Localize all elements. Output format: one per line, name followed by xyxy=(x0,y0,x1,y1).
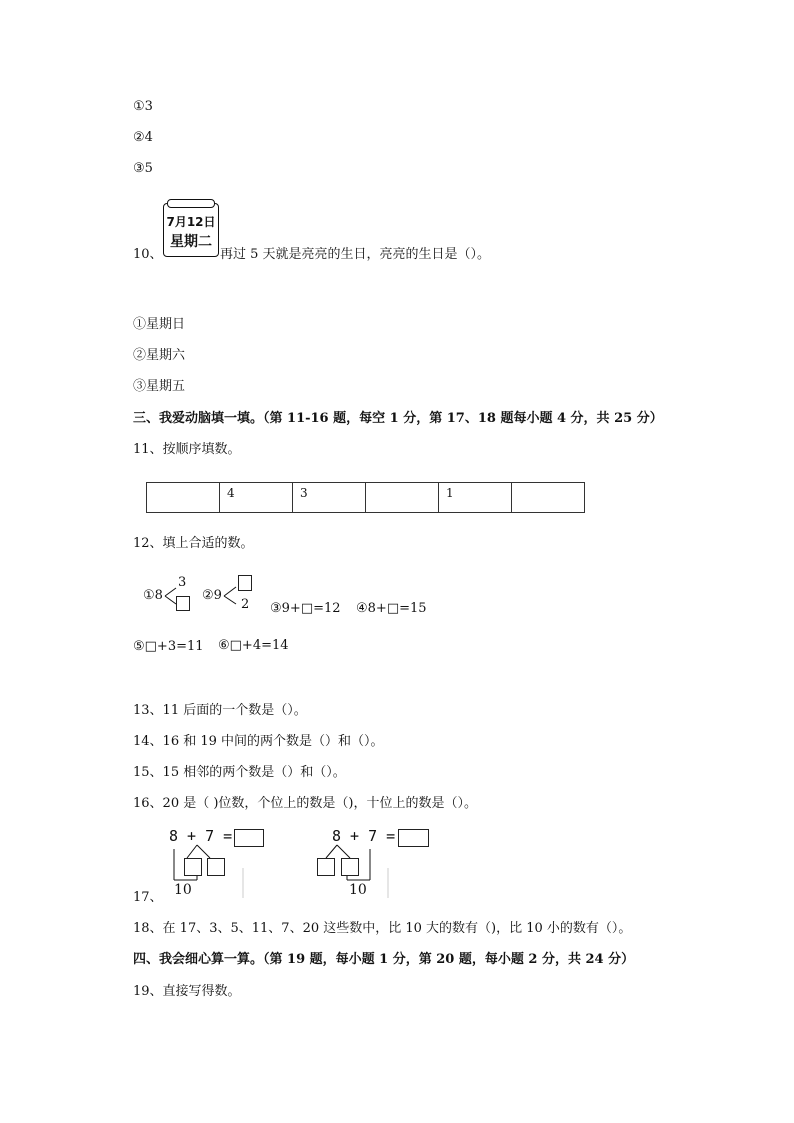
q17-right-answer-box[interactable] xyxy=(398,829,429,847)
q12-part-1-label: ①8 xyxy=(143,588,163,603)
q19-text: 19、直接写得数。 xyxy=(133,984,241,999)
q10-option-3: ③星期五 xyxy=(133,379,186,394)
q9-option-1: ①3 xyxy=(133,99,153,114)
q12-part-1-top: 3 xyxy=(178,575,187,590)
q17-right-ten: 10 xyxy=(349,882,367,898)
sequence-cell: 1 xyxy=(439,483,512,513)
calendar-weekday: 星期二 xyxy=(170,234,212,250)
q9-option-3: ③5 xyxy=(133,161,153,176)
q17-left-split-box-2[interactable] xyxy=(207,858,225,876)
q16-text: 16、20 是（ )位数，个位上的数是（)，十位上的数是（）。 xyxy=(133,796,477,811)
q17-right-split-box-2[interactable] xyxy=(341,858,359,876)
q14-text: 14、16 和 19 中间的两个数是（）和（）。 xyxy=(133,734,384,749)
q11-text: 11、按顺序填数。 xyxy=(133,442,241,457)
q17-right-split-box-1[interactable] xyxy=(317,858,335,876)
q15-text: 15、15 相邻的两个数是（）和（）。 xyxy=(133,765,346,780)
sequence-cell: 3 xyxy=(293,483,366,513)
q12-part-1-box[interactable] xyxy=(176,596,190,611)
q17-left-split-box-1[interactable] xyxy=(184,858,202,876)
q12-part-2-bottom: 2 xyxy=(241,597,250,612)
section-4-title: 四、我会细心算一算。（第 19 题，每小题 1 分，第 20 题，每小题 2 分，共 24 分） xyxy=(133,952,635,967)
q12-text: 12、填上合适的数。 xyxy=(133,536,254,551)
calendar-date: 7月12日 xyxy=(166,215,216,229)
q9-option-2: ②4 xyxy=(133,130,153,145)
q12-part-2-label: ②9 xyxy=(202,588,222,603)
section-3-title: 三、我爱动脑填一填。（第 11-16 题，每空 1 分，第 17、18 题每小题 4 分，共 25 分） xyxy=(133,411,663,426)
q12-part-4: ④8+□=15 xyxy=(356,601,427,616)
q10-number: 10、 xyxy=(133,247,163,262)
q10-text: 再过 5 天就是亮亮的生日，亮亮的生日是（）。 xyxy=(220,247,491,262)
q17-number: 17、 xyxy=(133,890,163,905)
q12-part-3: ③9+□=12 xyxy=(270,601,341,616)
q17-right-equation: 8 + 7 = xyxy=(332,827,396,845)
q17-left-equation: 8 + 7 = xyxy=(169,827,233,845)
q18-text: 18、在 17、3、5、11、7、20 这些数中，比 10 大的数有（)，比 10 小的数有（）。 xyxy=(133,921,632,936)
q12-part-6: ⑥□+4=14 xyxy=(218,638,289,653)
q17-left-answer-box[interactable] xyxy=(234,829,264,847)
q10-option-1: ①星期日 xyxy=(133,317,186,332)
q13-text: 13、11 后面的一个数是（）。 xyxy=(133,703,307,718)
q10-option-2: ②星期六 xyxy=(133,348,186,363)
q17-left-ten: 10 xyxy=(174,882,192,898)
q12-part-2-box[interactable] xyxy=(238,575,252,591)
sequence-cell: 4 xyxy=(220,483,293,513)
q12-part-5: ⑤□+3=11 xyxy=(133,639,204,654)
